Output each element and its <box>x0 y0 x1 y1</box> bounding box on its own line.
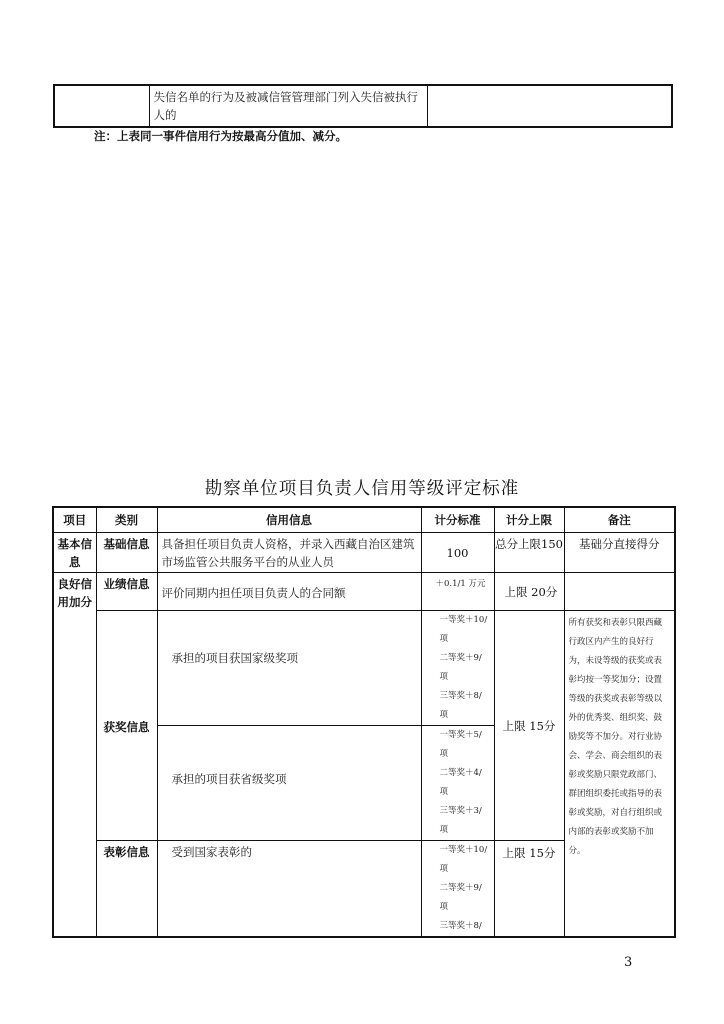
header-limit: 计分上限 <box>494 507 564 533</box>
honor-standard-cell <box>421 841 494 938</box>
award-limit: 上限 15分 <box>494 611 564 841</box>
performance-info-cell <box>157 573 421 611</box>
national-award-info-cell <box>157 611 421 726</box>
provincial-award-standard-cell <box>421 726 494 841</box>
good-credit-remark: 所有获奖和表彰只限西藏行政区内产生的良好行为，未设等级的获奖或表彰均按一等奖加分；设置等级的获奖或表彰等级以外的优秀奖、组织奖、鼓励奖等不加分。对行业协会、学会、商会组织的表彰或奖励只限党政部门、群团组织委托或指导的表彰或奖励，对自行组织或内部的表彰或奖励不加分。 <box>564 611 675 938</box>
basic-limit: 总分上限150 <box>494 533 564 573</box>
national-award-standard-item: 三等奖＋8/项 <box>439 691 482 720</box>
basic-remark: 基础分直接得分 <box>564 533 675 573</box>
honor-category-label: 表彰信息 <box>96 841 157 938</box>
header-remark: 备注 <box>564 507 675 533</box>
empty-cell <box>564 573 675 611</box>
table-row <box>53 573 675 611</box>
performance-info: 评价同期内担任项目负责人的合同额 <box>161 585 346 600</box>
previous-table-fragment <box>53 84 673 128</box>
empty-cell <box>54 85 149 127</box>
national-award-standard-item: 二等奖＋9/项 <box>439 653 482 682</box>
national-award-standard-cell <box>421 611 494 726</box>
table-header-row <box>53 507 675 533</box>
award-category-label: 获奖信息 <box>96 611 157 841</box>
header-standard: 计分标准 <box>421 507 494 533</box>
credit-rating-table <box>52 506 676 938</box>
previous-table-text-cell <box>149 85 427 127</box>
header-project: 项目 <box>53 507 96 533</box>
previous-table-text: 失信名单的行为及被减信管管理部门列入失信被执行人的 <box>153 90 418 122</box>
provincial-award-info: 承担的项目获省级奖项 <box>171 772 287 786</box>
header-credit-info: 信用信息 <box>157 507 421 533</box>
national-award-info: 承担的项目获国家级奖项 <box>171 651 298 665</box>
honor-standard-item: 三等奖＋8/ <box>439 921 482 931</box>
performance-limit: 上限 20分 <box>494 573 564 611</box>
provincial-award-standard-item: 三等奖＋3/项 <box>439 806 482 835</box>
header-category: 类别 <box>96 507 157 533</box>
basic-info: 具备担任项目负责人资格，并录入西藏自治区建筑市场监管公共服务平台的从业人员 <box>161 537 415 569</box>
performance-standard: ＋0.1/1 万元 <box>421 573 494 611</box>
honor-info-cell <box>157 841 421 938</box>
basic-info-cell <box>157 533 421 573</box>
basic-standard: 100 <box>421 533 494 573</box>
good-credit-project-label: 良好信用加分 <box>53 573 96 938</box>
honor-limit: 上限 15分 <box>494 841 564 938</box>
basic-project-label: 基本信息 <box>53 533 96 573</box>
honor-standard-item: 二等奖＋9/项 <box>439 883 482 912</box>
performance-category-label: 业绩信息 <box>96 573 157 611</box>
honor-standard-item: 一等奖＋10/项 <box>439 845 488 874</box>
basic-category-label: 基础信息 <box>96 533 157 573</box>
table-note: 注：上表同一事件信用行为按最高分值加、减分。 <box>94 129 347 143</box>
page-number: 3 <box>624 955 633 970</box>
provincial-award-info-cell <box>157 726 421 841</box>
table-row <box>53 611 675 726</box>
honor-info: 受到国家表彰的 <box>171 845 252 859</box>
national-award-standard-item: 一等奖＋10/项 <box>439 615 488 644</box>
provincial-award-standard-item: 一等奖＋5/项 <box>439 730 482 759</box>
provincial-award-standard-item: 二等奖＋4/项 <box>439 768 482 797</box>
empty-cell <box>427 85 672 127</box>
table-row <box>53 533 675 573</box>
page-title: 勘察单位项目负责人信用等级评定标准 <box>204 479 520 499</box>
